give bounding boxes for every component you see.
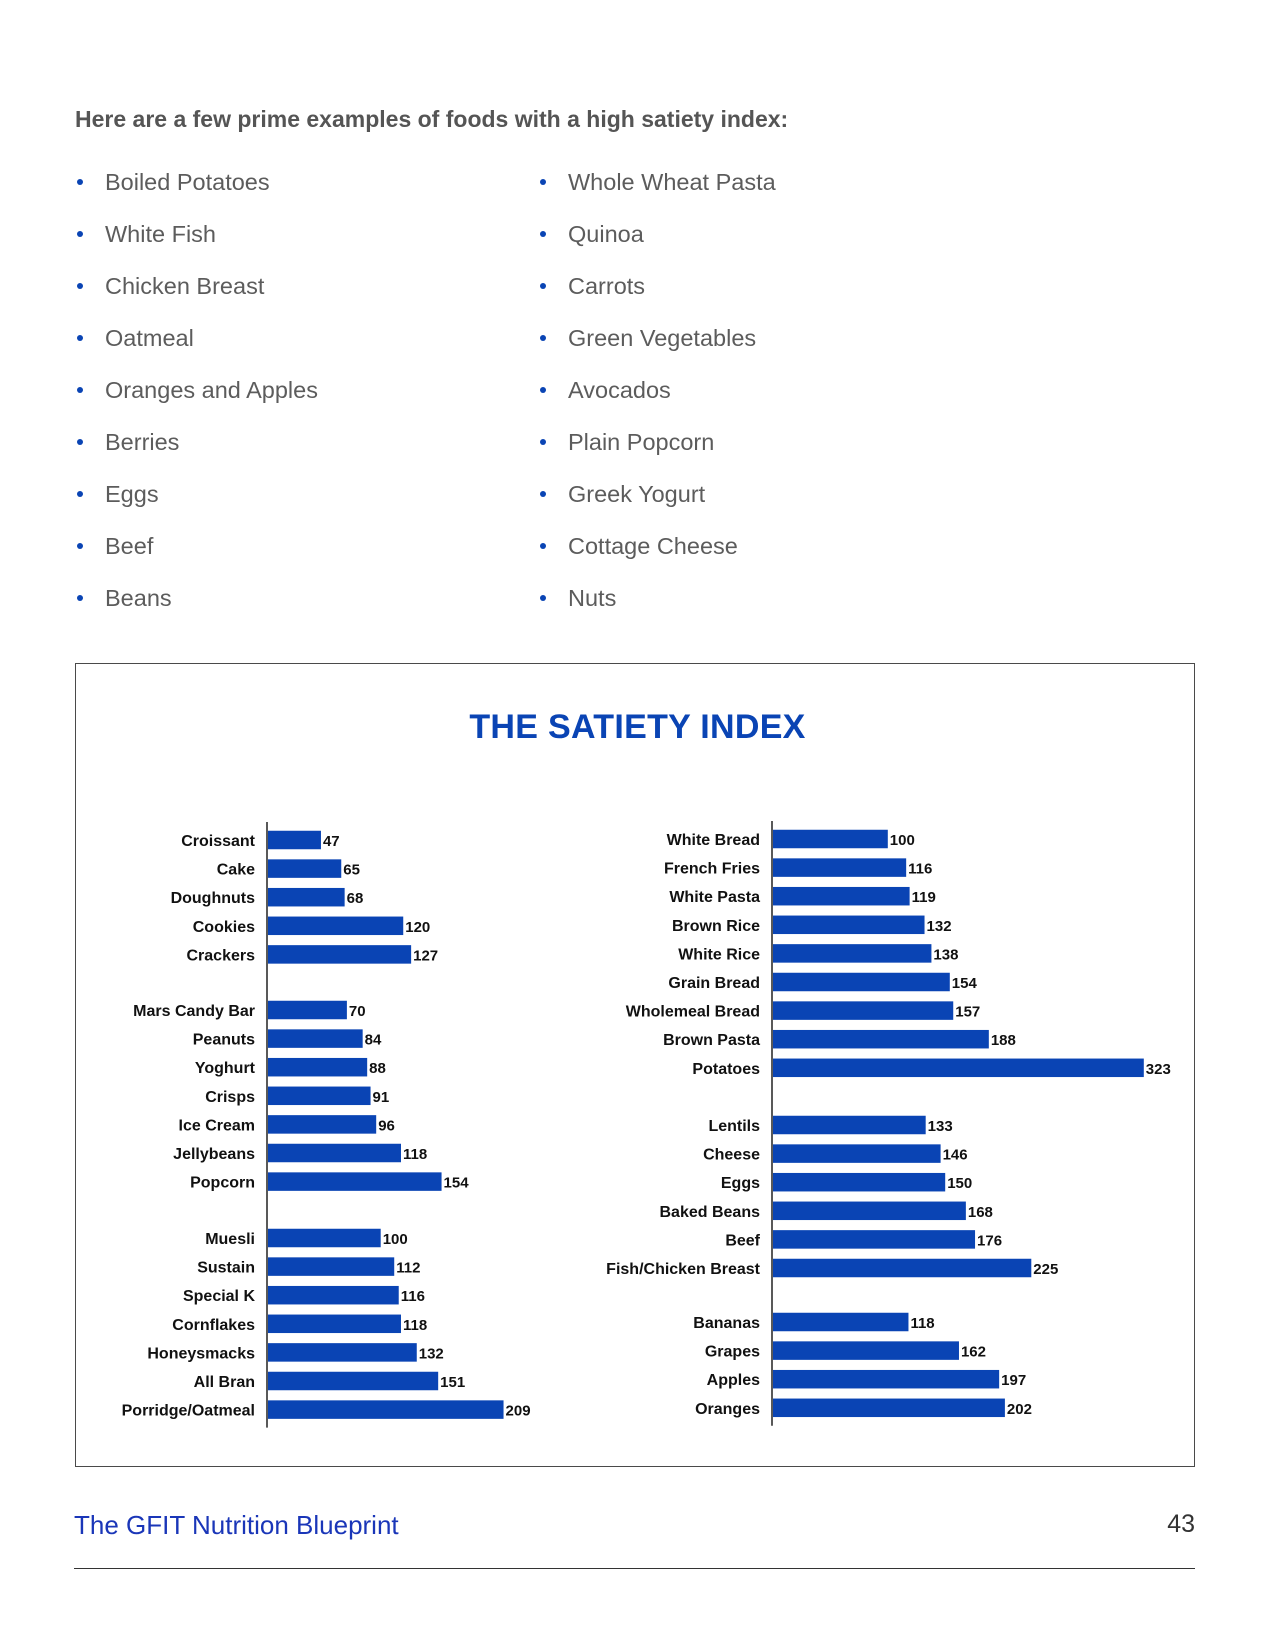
food-name: Chicken Breast <box>105 273 265 299</box>
category-label: Crisps <box>205 1088 255 1106</box>
bar <box>773 1202 966 1221</box>
food-name: Eggs <box>105 481 159 507</box>
bar-value-label: 120 <box>405 918 431 936</box>
bar-value-label: 70 <box>348 1003 366 1020</box>
bar <box>268 1400 504 1419</box>
food-name: Cottage Cheese <box>568 533 738 559</box>
category-label: Cornflakes <box>172 1316 255 1334</box>
bar-value-label: 168 <box>967 1203 993 1221</box>
category-label: Mars Candy Bar <box>133 1003 255 1020</box>
footer-divider <box>74 1568 1195 1569</box>
bar <box>268 1001 347 1020</box>
category-label: Peanuts <box>192 1031 255 1049</box>
bar-value-label: 162 <box>960 1343 987 1361</box>
bar <box>268 1144 401 1163</box>
category-label: Brown Rice <box>671 917 760 935</box>
food-name: Berries <box>105 429 180 455</box>
chart-title: THE SATIETY INDEX <box>469 708 806 746</box>
bar <box>268 1058 367 1077</box>
bar-value-label: 84 <box>364 1031 382 1049</box>
food-name: White Fish <box>105 221 216 247</box>
food-name: Green Vegetables <box>568 325 757 351</box>
category-label: Wholemeal Bread <box>625 1003 760 1021</box>
page-number: 43 <box>1167 1510 1195 1538</box>
bar <box>773 1116 926 1135</box>
bar <box>268 1229 381 1248</box>
category-label: Grapes <box>704 1343 760 1361</box>
bar-value-label: 209 <box>505 1402 531 1420</box>
category-label: Grain Bread <box>668 975 760 992</box>
food-name: Oatmeal <box>105 325 194 351</box>
bar-value-label: 47 <box>322 833 340 850</box>
bar-value-label: 116 <box>908 860 933 878</box>
bar <box>268 1087 371 1106</box>
bar <box>268 917 403 936</box>
category-label: Fish/Chicken Breast <box>606 1261 760 1278</box>
bar-value-label: 132 <box>418 1345 444 1363</box>
food-name: Whole Wheat Pasta <box>568 169 776 195</box>
bar <box>773 916 925 935</box>
category-label: Apples <box>706 1372 760 1390</box>
food-name: Quinoa <box>568 221 644 247</box>
bar <box>773 1313 908 1332</box>
bar <box>773 1001 953 1020</box>
bar <box>268 831 321 850</box>
bar-value-label: 118 <box>910 1315 935 1332</box>
bar-value-label: 176 <box>977 1232 1003 1250</box>
category-label: Yoghurt <box>194 1060 255 1078</box>
category-label: Sustain <box>197 1259 255 1277</box>
category-label: Popcorn <box>190 1174 255 1192</box>
bar <box>773 1059 1144 1078</box>
bar <box>773 887 910 906</box>
food-name: Beef <box>105 533 154 559</box>
bar <box>268 1372 438 1391</box>
category-label: Porridge/Oatmeal <box>121 1402 255 1420</box>
food-name: Oranges and Apples <box>105 377 318 403</box>
bar-value-label: 157 <box>955 1003 981 1021</box>
food-name: Avocados <box>568 377 671 403</box>
category-label: Special K <box>182 1288 255 1306</box>
category-label: Baked Beans <box>659 1203 760 1221</box>
category-label: White Pasta <box>669 889 760 907</box>
bar-value-label: 154 <box>443 1174 469 1192</box>
bar <box>268 859 341 878</box>
category-label: Cake <box>216 861 255 879</box>
bar <box>773 1370 999 1389</box>
bar <box>268 1343 417 1362</box>
bar-value-label: 68 <box>346 890 364 908</box>
bar-value-label: 91 <box>372 1088 390 1106</box>
bar <box>773 830 888 849</box>
bar-value-label: 197 <box>1001 1372 1027 1390</box>
bar <box>773 1259 1031 1278</box>
food-name: Carrots <box>568 273 646 299</box>
food-name: Nuts <box>568 585 617 611</box>
bar-value-label: 65 <box>343 861 360 879</box>
food-name: Beans <box>105 585 172 611</box>
category-label: Crackers <box>186 947 255 965</box>
category-label: Oranges <box>695 1400 760 1418</box>
bar <box>268 1257 394 1276</box>
bar-value-label: 146 <box>942 1146 968 1164</box>
bar <box>773 944 931 963</box>
bar <box>268 1172 442 1191</box>
bar-value-label: 132 <box>926 917 952 935</box>
bar-value-label: 127 <box>413 947 439 965</box>
category-label: Bananas <box>693 1315 760 1332</box>
category-label: Jellybeans <box>173 1146 255 1163</box>
category-label: White Bread <box>666 832 760 849</box>
bar <box>773 858 906 877</box>
bar-value-label: 116 <box>400 1288 425 1306</box>
category-label: Doughnuts <box>170 890 255 908</box>
category-label: Brown Pasta <box>663 1032 760 1050</box>
food-name: Plain Popcorn <box>568 429 715 455</box>
bar <box>773 1144 941 1163</box>
bar-value-label: 118 <box>402 1316 428 1334</box>
bar-value-label: 133 <box>927 1118 953 1135</box>
bar-value-label: 150 <box>947 1175 973 1193</box>
category-label: Muesli <box>205 1231 255 1248</box>
bar <box>773 973 950 992</box>
bar-value-label: 323 <box>1145 1060 1171 1078</box>
bar-value-label: 154 <box>951 975 977 992</box>
bar-value-label: 100 <box>889 832 915 849</box>
bar <box>773 1230 975 1249</box>
category-label: White Rice <box>678 946 760 964</box>
category-label: Potatoes <box>692 1060 760 1078</box>
bar-value-label: 112 <box>396 1259 421 1277</box>
bar-value-label: 100 <box>382 1231 408 1248</box>
category-label: French Fries <box>663 860 760 878</box>
bar <box>268 1029 363 1048</box>
bar-value-label: 225 <box>1033 1261 1059 1278</box>
category-label: Ice Cream <box>178 1117 255 1135</box>
category-label: All Bran <box>193 1374 255 1391</box>
category-label: Beef <box>725 1232 760 1250</box>
category-label: Croissant <box>181 833 255 850</box>
bar <box>773 1173 945 1192</box>
bar-value-label: 151 <box>440 1374 466 1391</box>
category-label: Cheese <box>703 1146 760 1164</box>
bar-value-label: 96 <box>378 1117 395 1135</box>
category-label: Lentils <box>708 1118 760 1135</box>
bar <box>268 888 345 907</box>
bar <box>773 1341 959 1360</box>
bar <box>773 1399 1005 1418</box>
bar <box>268 945 411 964</box>
bar <box>268 1286 399 1305</box>
food-name: Boiled Potatoes <box>105 169 270 195</box>
intro-text: Here are a few prime examples of foods with a high satiety index: <box>75 106 789 132</box>
category-label: Honeysmacks <box>147 1345 255 1363</box>
bar-value-label: 202 <box>1006 1400 1032 1418</box>
bar <box>268 1115 376 1134</box>
bar-value-label: 119 <box>911 889 936 907</box>
bar <box>268 1315 401 1334</box>
bar-value-label: 118 <box>402 1146 428 1163</box>
footer-title: The GFIT Nutrition Blueprint <box>74 1510 399 1540</box>
bar-value-label: 188 <box>990 1032 1016 1050</box>
bar <box>773 1030 989 1049</box>
bar-value-label: 88 <box>369 1060 386 1078</box>
category-label: Cookies <box>192 918 255 936</box>
category-label: Eggs <box>720 1175 760 1193</box>
bar-value-label: 138 <box>933 946 959 964</box>
food-name: Greek Yogurt <box>568 481 706 507</box>
